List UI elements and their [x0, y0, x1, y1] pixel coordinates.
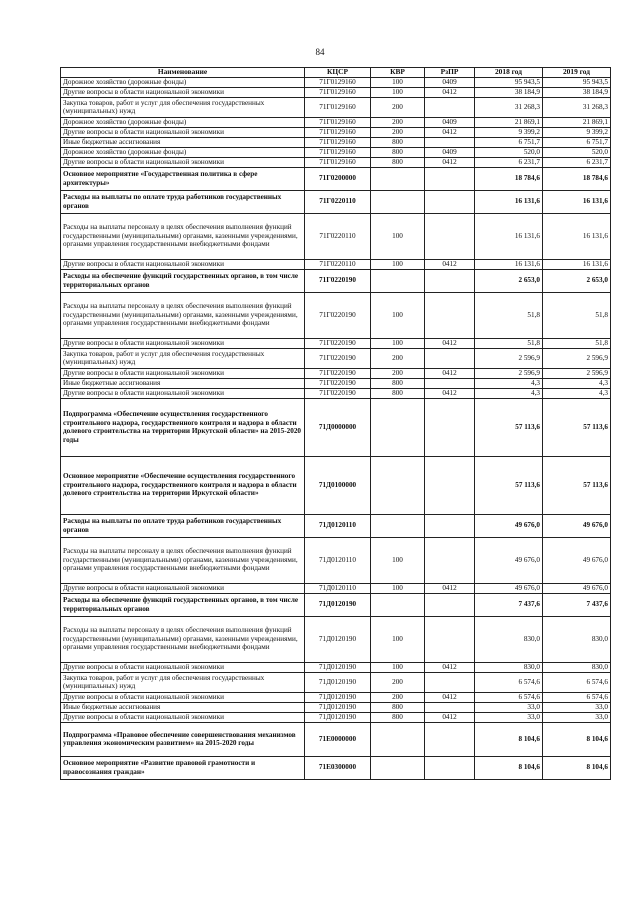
- table-row: [61, 456, 611, 514]
- cell-kvr: 800: [371, 157, 425, 167]
- table-row: [61, 147, 611, 157]
- table-row: [61, 348, 611, 368]
- cell-name: Основное мероприятие «Развитие правовой грамотности и правосознания граждан»: [61, 756, 305, 779]
- cell-2019: 8 104,6: [543, 756, 611, 779]
- cell-rzpr: [425, 398, 475, 456]
- table-row: [61, 616, 611, 662]
- cell-name: Дорожное хозяйство (дорожные фонды): [61, 77, 305, 87]
- cell-rzpr: [425, 537, 475, 583]
- cell-kcsr: 71Д0000000: [305, 398, 371, 456]
- cell-kcsr: 71Г0220110: [305, 213, 371, 259]
- cell-name: Другие вопросы в области национальной экономики: [61, 388, 305, 398]
- cell-2019: 16 131,6: [543, 259, 611, 269]
- cell-kcsr: 71Г0220190: [305, 378, 371, 388]
- cell-kcsr: 71Д0120190: [305, 712, 371, 722]
- cell-2019: 95 943,5: [543, 77, 611, 87]
- cell-rzpr: [425, 190, 475, 213]
- table-row: [61, 537, 611, 583]
- table-row: [61, 593, 611, 616]
- cell-2019: 4,3: [543, 388, 611, 398]
- cell-2019: 33,0: [543, 702, 611, 712]
- cell-rzpr: [425, 514, 475, 537]
- cell-2019: 6 751,7: [543, 137, 611, 147]
- cell-2018: 8 104,6: [475, 756, 543, 779]
- cell-rzpr: [425, 97, 475, 117]
- cell-name: Расходы на выплаты персоналу в целях обеспечения выполнения функций государственными (муниципальными) органами, казенными учреждениями, органами управления государственными внебюджетными фондами: [61, 616, 305, 662]
- cell-kvr: 200: [371, 692, 425, 702]
- cell-2019: 2 596,9: [543, 368, 611, 378]
- table-row: [61, 259, 611, 269]
- cell-name: Другие вопросы в области национальной экономики: [61, 338, 305, 348]
- table-row: [61, 514, 611, 537]
- cell-2018: 6 574,6: [475, 692, 543, 702]
- cell-name: Расходы на обеспечение функций государственных органов, в том числе территориальных органов: [61, 269, 305, 292]
- table-row: [61, 583, 611, 593]
- cell-name: Другие вопросы в области национальной экономики: [61, 157, 305, 167]
- cell-name: Иные бюджетные ассигнования: [61, 378, 305, 388]
- cell-kvr: 200: [371, 348, 425, 368]
- cell-rzpr: [425, 616, 475, 662]
- table-row: [61, 167, 611, 190]
- cell-2018: 95 943,5: [475, 77, 543, 87]
- cell-rzpr: 0412: [425, 127, 475, 137]
- cell-kcsr: 71Г0220110: [305, 190, 371, 213]
- cell-name: Другие вопросы в области национальной экономики: [61, 368, 305, 378]
- cell-rzpr: [425, 756, 475, 779]
- cell-2018: 33,0: [475, 712, 543, 722]
- table-row: [61, 87, 611, 97]
- table-row: [61, 117, 611, 127]
- table-row: [61, 702, 611, 712]
- cell-rzpr: [425, 456, 475, 514]
- table-row: [61, 292, 611, 338]
- cell-name: Расходы на обеспечение функций государственных органов, в том числе территориальных органов: [61, 593, 305, 616]
- cell-2018: 7 437,6: [475, 593, 543, 616]
- cell-name: Расходы на выплаты персоналу в целях обеспечения выполнения функций государственными (муниципальными) органами, казенными учреждениями, органами управления государственными внебюджетными фондами: [61, 537, 305, 583]
- cell-rzpr: [425, 702, 475, 712]
- cell-kvr: 100: [371, 583, 425, 593]
- cell-kcsr: 71Г0129160: [305, 87, 371, 97]
- table-row: [61, 398, 611, 456]
- cell-2018: 2 653,0: [475, 269, 543, 292]
- cell-rzpr: [425, 213, 475, 259]
- table-row: [61, 77, 611, 87]
- cell-2018: 520,0: [475, 147, 543, 157]
- table-row: [61, 137, 611, 147]
- cell-rzpr: 0412: [425, 692, 475, 702]
- cell-rzpr: 0412: [425, 87, 475, 97]
- cell-kcsr: 71Г0129160: [305, 97, 371, 117]
- cell-kvr: [371, 593, 425, 616]
- cell-name: Другие вопросы в области национальной экономики: [61, 127, 305, 137]
- table-row: [61, 97, 611, 117]
- cell-kvr: [371, 190, 425, 213]
- cell-kcsr: 71Д0100000: [305, 456, 371, 514]
- cell-name: Дорожное хозяйство (дорожные фонды): [61, 117, 305, 127]
- cell-kvr: 800: [371, 137, 425, 147]
- cell-2019: 49 676,0: [543, 537, 611, 583]
- cell-2019: 18 784,6: [543, 167, 611, 190]
- cell-2018: 9 399,2: [475, 127, 543, 137]
- cell-name: Иные бюджетные ассигнования: [61, 702, 305, 712]
- cell-rzpr: [425, 378, 475, 388]
- cell-kvr: 800: [371, 702, 425, 712]
- cell-kvr: 100: [371, 662, 425, 672]
- cell-2019: 830,0: [543, 662, 611, 672]
- cell-name: Расходы на выплаты по оплате труда работников государственных органов: [61, 190, 305, 213]
- cell-rzpr: 0412: [425, 157, 475, 167]
- cell-2019: 6 574,6: [543, 692, 611, 702]
- cell-kvr: 100: [371, 259, 425, 269]
- cell-2018: 51,8: [475, 292, 543, 338]
- cell-kcsr: 71Г0129160: [305, 147, 371, 157]
- cell-kcsr: 71Е0300000: [305, 756, 371, 779]
- cell-2019: 57 113,6: [543, 456, 611, 514]
- cell-rzpr: [425, 348, 475, 368]
- cell-2018: 4,3: [475, 378, 543, 388]
- cell-2018: 6 574,6: [475, 672, 543, 692]
- cell-rzpr: 0412: [425, 259, 475, 269]
- cell-rzpr: 0409: [425, 147, 475, 157]
- cell-2019: 21 869,1: [543, 117, 611, 127]
- cell-name: Другие вопросы в области национальной экономики: [61, 692, 305, 702]
- table-row: [61, 388, 611, 398]
- cell-2019: 51,8: [543, 292, 611, 338]
- cell-name: Расходы на выплаты по оплате труда работников государственных органов: [61, 514, 305, 537]
- cell-kcsr: 71Д0120190: [305, 616, 371, 662]
- cell-2018: 49 676,0: [475, 514, 543, 537]
- cell-kvr: [371, 756, 425, 779]
- cell-name: Другие вопросы в области национальной экономики: [61, 87, 305, 97]
- cell-name: Закупка товаров, работ и услуг для обеспечения государственных (муниципальных) нужд: [61, 97, 305, 117]
- cell-name: Другие вопросы в области национальной экономики: [61, 259, 305, 269]
- table-row: [61, 722, 611, 756]
- header-2018: 2018 год: [475, 68, 543, 78]
- cell-2018: 2 596,9: [475, 368, 543, 378]
- cell-2019: 2 653,0: [543, 269, 611, 292]
- cell-2018: 31 268,3: [475, 97, 543, 117]
- cell-rzpr: 0412: [425, 583, 475, 593]
- header-rzpr: РзПР: [425, 68, 475, 78]
- cell-name: Дорожное хозяйство (дорожные фонды): [61, 147, 305, 157]
- cell-kvr: 100: [371, 537, 425, 583]
- cell-name: Подпрограмма «Правовое обеспечение совершенствования механизмов управления экономическим развитием» на 2015-2020 годы: [61, 722, 305, 756]
- cell-2018: 21 869,1: [475, 117, 543, 127]
- cell-2018: 18 784,6: [475, 167, 543, 190]
- cell-kvr: [371, 269, 425, 292]
- cell-name: Расходы на выплаты персоналу в целях обеспечения выполнения функций государственными (муниципальными) органами, казенными учреждениями, органами управления государственными внебюджетными фондами: [61, 213, 305, 259]
- cell-kvr: 200: [371, 127, 425, 137]
- table-row: [61, 338, 611, 348]
- cell-kvr: [371, 514, 425, 537]
- cell-rzpr: 0409: [425, 117, 475, 127]
- cell-kvr: 800: [371, 388, 425, 398]
- table-row: [61, 269, 611, 292]
- cell-kvr: 100: [371, 87, 425, 97]
- cell-2019: 33,0: [543, 712, 611, 722]
- cell-2019: 520,0: [543, 147, 611, 157]
- cell-kcsr: 71Г0129160: [305, 137, 371, 147]
- cell-kvr: 800: [371, 378, 425, 388]
- cell-2019: 49 676,0: [543, 583, 611, 593]
- cell-2018: 16 131,6: [475, 259, 543, 269]
- cell-rzpr: 0412: [425, 388, 475, 398]
- table-row: [61, 127, 611, 137]
- cell-kcsr: 71Д0120190: [305, 702, 371, 712]
- cell-name: Расходы на выплаты персоналу в целях обеспечения выполнения функций государственными (муниципальными) органами, казенными учреждениями, органами управления государственными внебюджетными фондами: [61, 292, 305, 338]
- cell-2019: 4,3: [543, 378, 611, 388]
- cell-kcsr: 71Г0129160: [305, 157, 371, 167]
- header-2019: 2019 год: [543, 68, 611, 78]
- cell-rzpr: 0409: [425, 77, 475, 87]
- table-row: [61, 662, 611, 672]
- cell-name: Подпрограмма «Обеспечение осуществления государственного строительного надзора, государственного контроля и надзора в области долевого строительства на территории Иркутской области» на 2015-2020 годы: [61, 398, 305, 456]
- cell-rzpr: 0412: [425, 662, 475, 672]
- table-row: [61, 368, 611, 378]
- cell-kvr: 100: [371, 77, 425, 87]
- cell-kcsr: 71Г0220190: [305, 348, 371, 368]
- cell-name: Основное мероприятие «Государственная политика в сфере архитектуры»: [61, 167, 305, 190]
- page-number: 84: [315, 47, 325, 57]
- cell-kcsr: 71Д0120110: [305, 583, 371, 593]
- table-row: [61, 213, 611, 259]
- cell-kcsr: 71Е0000000: [305, 722, 371, 756]
- table-row: [61, 672, 611, 692]
- cell-rzpr: [425, 167, 475, 190]
- cell-2018: 830,0: [475, 662, 543, 672]
- cell-2018: 49 676,0: [475, 537, 543, 583]
- cell-name: Закупка товаров, работ и услуг для обеспечения государственных (муниципальных) нужд: [61, 348, 305, 368]
- cell-kvr: 200: [371, 672, 425, 692]
- cell-rzpr: 0412: [425, 338, 475, 348]
- table-row: [61, 692, 611, 702]
- cell-rzpr: [425, 292, 475, 338]
- cell-kvr: [371, 722, 425, 756]
- cell-kcsr: 71Д0120190: [305, 593, 371, 616]
- budget-table: [60, 67, 611, 780]
- cell-2019: 57 113,6: [543, 398, 611, 456]
- cell-rzpr: [425, 593, 475, 616]
- cell-2018: 49 676,0: [475, 583, 543, 593]
- cell-2019: 16 131,6: [543, 190, 611, 213]
- cell-name: Закупка товаров, работ и услуг для обеспечения государственных (муниципальных) нужд: [61, 672, 305, 692]
- header-kcsr: КЦСР: [305, 68, 371, 78]
- cell-2019: 38 184,9: [543, 87, 611, 97]
- cell-kvr: [371, 456, 425, 514]
- cell-kcsr: 71Д0120190: [305, 662, 371, 672]
- cell-rzpr: [425, 672, 475, 692]
- cell-2018: 38 184,9: [475, 87, 543, 97]
- cell-rzpr: 0412: [425, 368, 475, 378]
- header-name: Наименование: [61, 68, 305, 78]
- cell-kvr: 800: [371, 147, 425, 157]
- cell-2018: 6 751,7: [475, 137, 543, 147]
- header-kvr: КВР: [371, 68, 425, 78]
- cell-2018: 8 104,6: [475, 722, 543, 756]
- table-body: [61, 77, 611, 779]
- cell-kcsr: 71Г0220190: [305, 292, 371, 338]
- cell-kcsr: 71Г0129160: [305, 77, 371, 87]
- cell-2019: 6 574,6: [543, 672, 611, 692]
- cell-kcsr: 71Г0200000: [305, 167, 371, 190]
- cell-name: Другие вопросы в области национальной экономики: [61, 583, 305, 593]
- cell-kcsr: 71Г0220190: [305, 388, 371, 398]
- cell-2018: 33,0: [475, 702, 543, 712]
- cell-kcsr: 71Д0120110: [305, 514, 371, 537]
- cell-2018: 51,8: [475, 338, 543, 348]
- cell-2019: 830,0: [543, 616, 611, 662]
- cell-kvr: 100: [371, 213, 425, 259]
- cell-kcsr: 71Г0220190: [305, 338, 371, 348]
- table-row: [61, 712, 611, 722]
- cell-kcsr: 71Г0220110: [305, 259, 371, 269]
- cell-name: Другие вопросы в области национальной экономики: [61, 712, 305, 722]
- cell-kcsr: 71Д0120190: [305, 672, 371, 692]
- cell-2018: 6 231,7: [475, 157, 543, 167]
- table-row: [61, 756, 611, 779]
- cell-2018: 4,3: [475, 388, 543, 398]
- cell-2018: 57 113,6: [475, 456, 543, 514]
- cell-kcsr: 71Г0129160: [305, 127, 371, 137]
- cell-2019: 8 104,6: [543, 722, 611, 756]
- cell-name: Иные бюджетные ассигнования: [61, 137, 305, 147]
- cell-kcsr: 71Г0220190: [305, 269, 371, 292]
- cell-2019: 49 676,0: [543, 514, 611, 537]
- cell-kcsr: 71Д0120110: [305, 537, 371, 583]
- cell-rzpr: 0412: [425, 712, 475, 722]
- cell-2019: 2 596,9: [543, 348, 611, 368]
- cell-name: Основное мероприятие «Обеспечение осуществления государственного строительного надзора, государственного контроля и надзора в области долевого строительства на территории Иркутской области»: [61, 456, 305, 514]
- cell-kvr: 800: [371, 712, 425, 722]
- cell-2018: 2 596,9: [475, 348, 543, 368]
- cell-kvr: 200: [371, 97, 425, 117]
- cell-kcsr: 71Г0129160: [305, 117, 371, 127]
- cell-rzpr: [425, 269, 475, 292]
- cell-2019: 9 399,2: [543, 127, 611, 137]
- cell-2019: 6 231,7: [543, 157, 611, 167]
- cell-rzpr: [425, 722, 475, 756]
- cell-kvr: 100: [371, 338, 425, 348]
- cell-2018: 16 131,6: [475, 190, 543, 213]
- table-row: [61, 190, 611, 213]
- cell-rzpr: [425, 137, 475, 147]
- table-row: [61, 378, 611, 388]
- cell-kvr: 100: [371, 292, 425, 338]
- table-header-row: [61, 68, 611, 78]
- table-row: [61, 157, 611, 167]
- cell-kvr: 100: [371, 616, 425, 662]
- cell-2019: 31 268,3: [543, 97, 611, 117]
- cell-kvr: [371, 398, 425, 456]
- cell-2019: 51,8: [543, 338, 611, 348]
- cell-2018: 830,0: [475, 616, 543, 662]
- cell-kvr: 200: [371, 117, 425, 127]
- cell-2018: 57 113,6: [475, 398, 543, 456]
- cell-2019: 16 131,6: [543, 213, 611, 259]
- cell-kvr: [371, 167, 425, 190]
- cell-kvr: 200: [371, 368, 425, 378]
- cell-2019: 7 437,6: [543, 593, 611, 616]
- cell-name: Другие вопросы в области национальной экономики: [61, 662, 305, 672]
- cell-kcsr: 71Г0220190: [305, 368, 371, 378]
- cell-2018: 16 131,6: [475, 213, 543, 259]
- cell-kcsr: 71Д0120190: [305, 692, 371, 702]
